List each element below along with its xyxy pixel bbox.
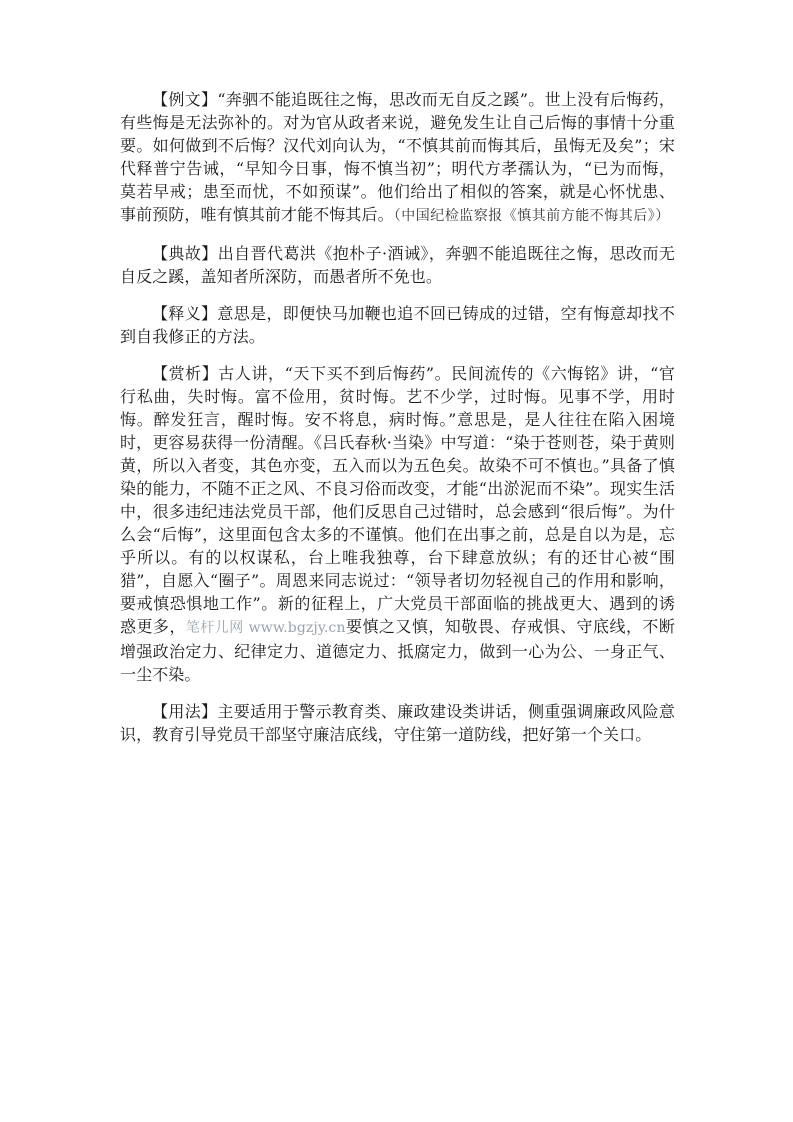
example-tag: 【例文】 <box>152 90 218 109</box>
example-text: “奔驷不能追既往之悔，思改而无自反之蹊”。世上没有后悔药，有些悔是无法弥补的。对为官从政者来说，避免发生让自己后悔的事情十分重要。如何做到不后悔？汉代刘向认为，“不慎其前而悔其后，虽悔无及矣”；宋代释普宁告诫，“早知今日事，悔不慎当初”；明代方孝孺认为，“已为而悔，莫若早戒；患至而忧，不如预谋”。他们给出了相似的答案，就是心怀忧患、事前预防，唯有慎其前才能不悔其后。 <box>120 90 676 224</box>
origin-paragraph <box>120 242 675 288</box>
appreciation-tag: 【赏析】 <box>152 364 219 383</box>
document-body <box>120 88 675 760</box>
example-source: （中国纪检监察报《慎其前方能不悔其后》） <box>393 208 670 224</box>
appreciation-paragraph <box>120 362 675 686</box>
watermark: 笔杆儿网 www.bgzjy.cn <box>185 620 346 636</box>
usage-text: 主要适用于警示教育类、廉政建设类讲话，侧重强调廉政风险意识，教育引导党员干部坚守廉洁底线，守住第一道防线，把好第一个关口。 <box>120 702 675 744</box>
origin-tag: 【典故】 <box>152 244 218 263</box>
appreciation-text-before: 古人讲，“天下买不到后悔药”。民间流传的《六悔铭》讲，“官行私曲，失时悔。富不俭用，贫时悔。艺不少学，过时悔。见事不学，用时悔。醉发狂言，醒时悔。安不将息，病时悔。”意思是，是人往往在陷入困境时，更容易获得一份清醒。《吕氏春秋·当染》中写道：“染于苍则苍，染于黄则黄，所以入者变，其色亦变，五入而以为五色矣。故染不可不慎也。”具备了慎染的能力，不随不正之风、不良习俗而改变，才能“出淤泥而不染”。现实生活中，很多违纪违法党员干部，他们反思自己过错时，总会感到“很后悔”。为什么会“后悔”，这里面包含太多的不谨慎。他们在出事之前，总是自以为是，忘乎所以。有的以权谋私，台上唯我独尊，台下肆意放纵；有的还甘心被“围猎”，自愿入“圈子”。周恩来同志说过：“领导者切勿轻视自己的作用和影响，要戒慎恐惧地工作”。新的征程上，广大党员干部面临的挑战更大、遇到的诱惑更多， <box>120 364 675 636</box>
meaning-text: 意思是，即便快马加鞭也追不回已铸成的过错，空有悔意却找不到自我修正的方法。 <box>120 304 675 346</box>
meaning-tag: 【释义】 <box>152 304 218 323</box>
origin-text: 出自晋代葛洪《抱朴子·酒诫》，奔驷不能追既往之悔，思改而无自反之蹊，盖知者所深防，而愚者所不免也。 <box>120 244 675 286</box>
example-paragraph <box>120 88 675 228</box>
appreciation-text-after: 要慎之又慎，知敬畏、存戒惧、守底线，不断增强政治定力、纪律定力、道德定力、抵腐定力，做到一心为公、一身正气、一尘不染。 <box>120 617 675 684</box>
usage-paragraph <box>120 700 675 746</box>
usage-tag: 【用法】 <box>152 702 218 721</box>
meaning-paragraph <box>120 302 675 348</box>
